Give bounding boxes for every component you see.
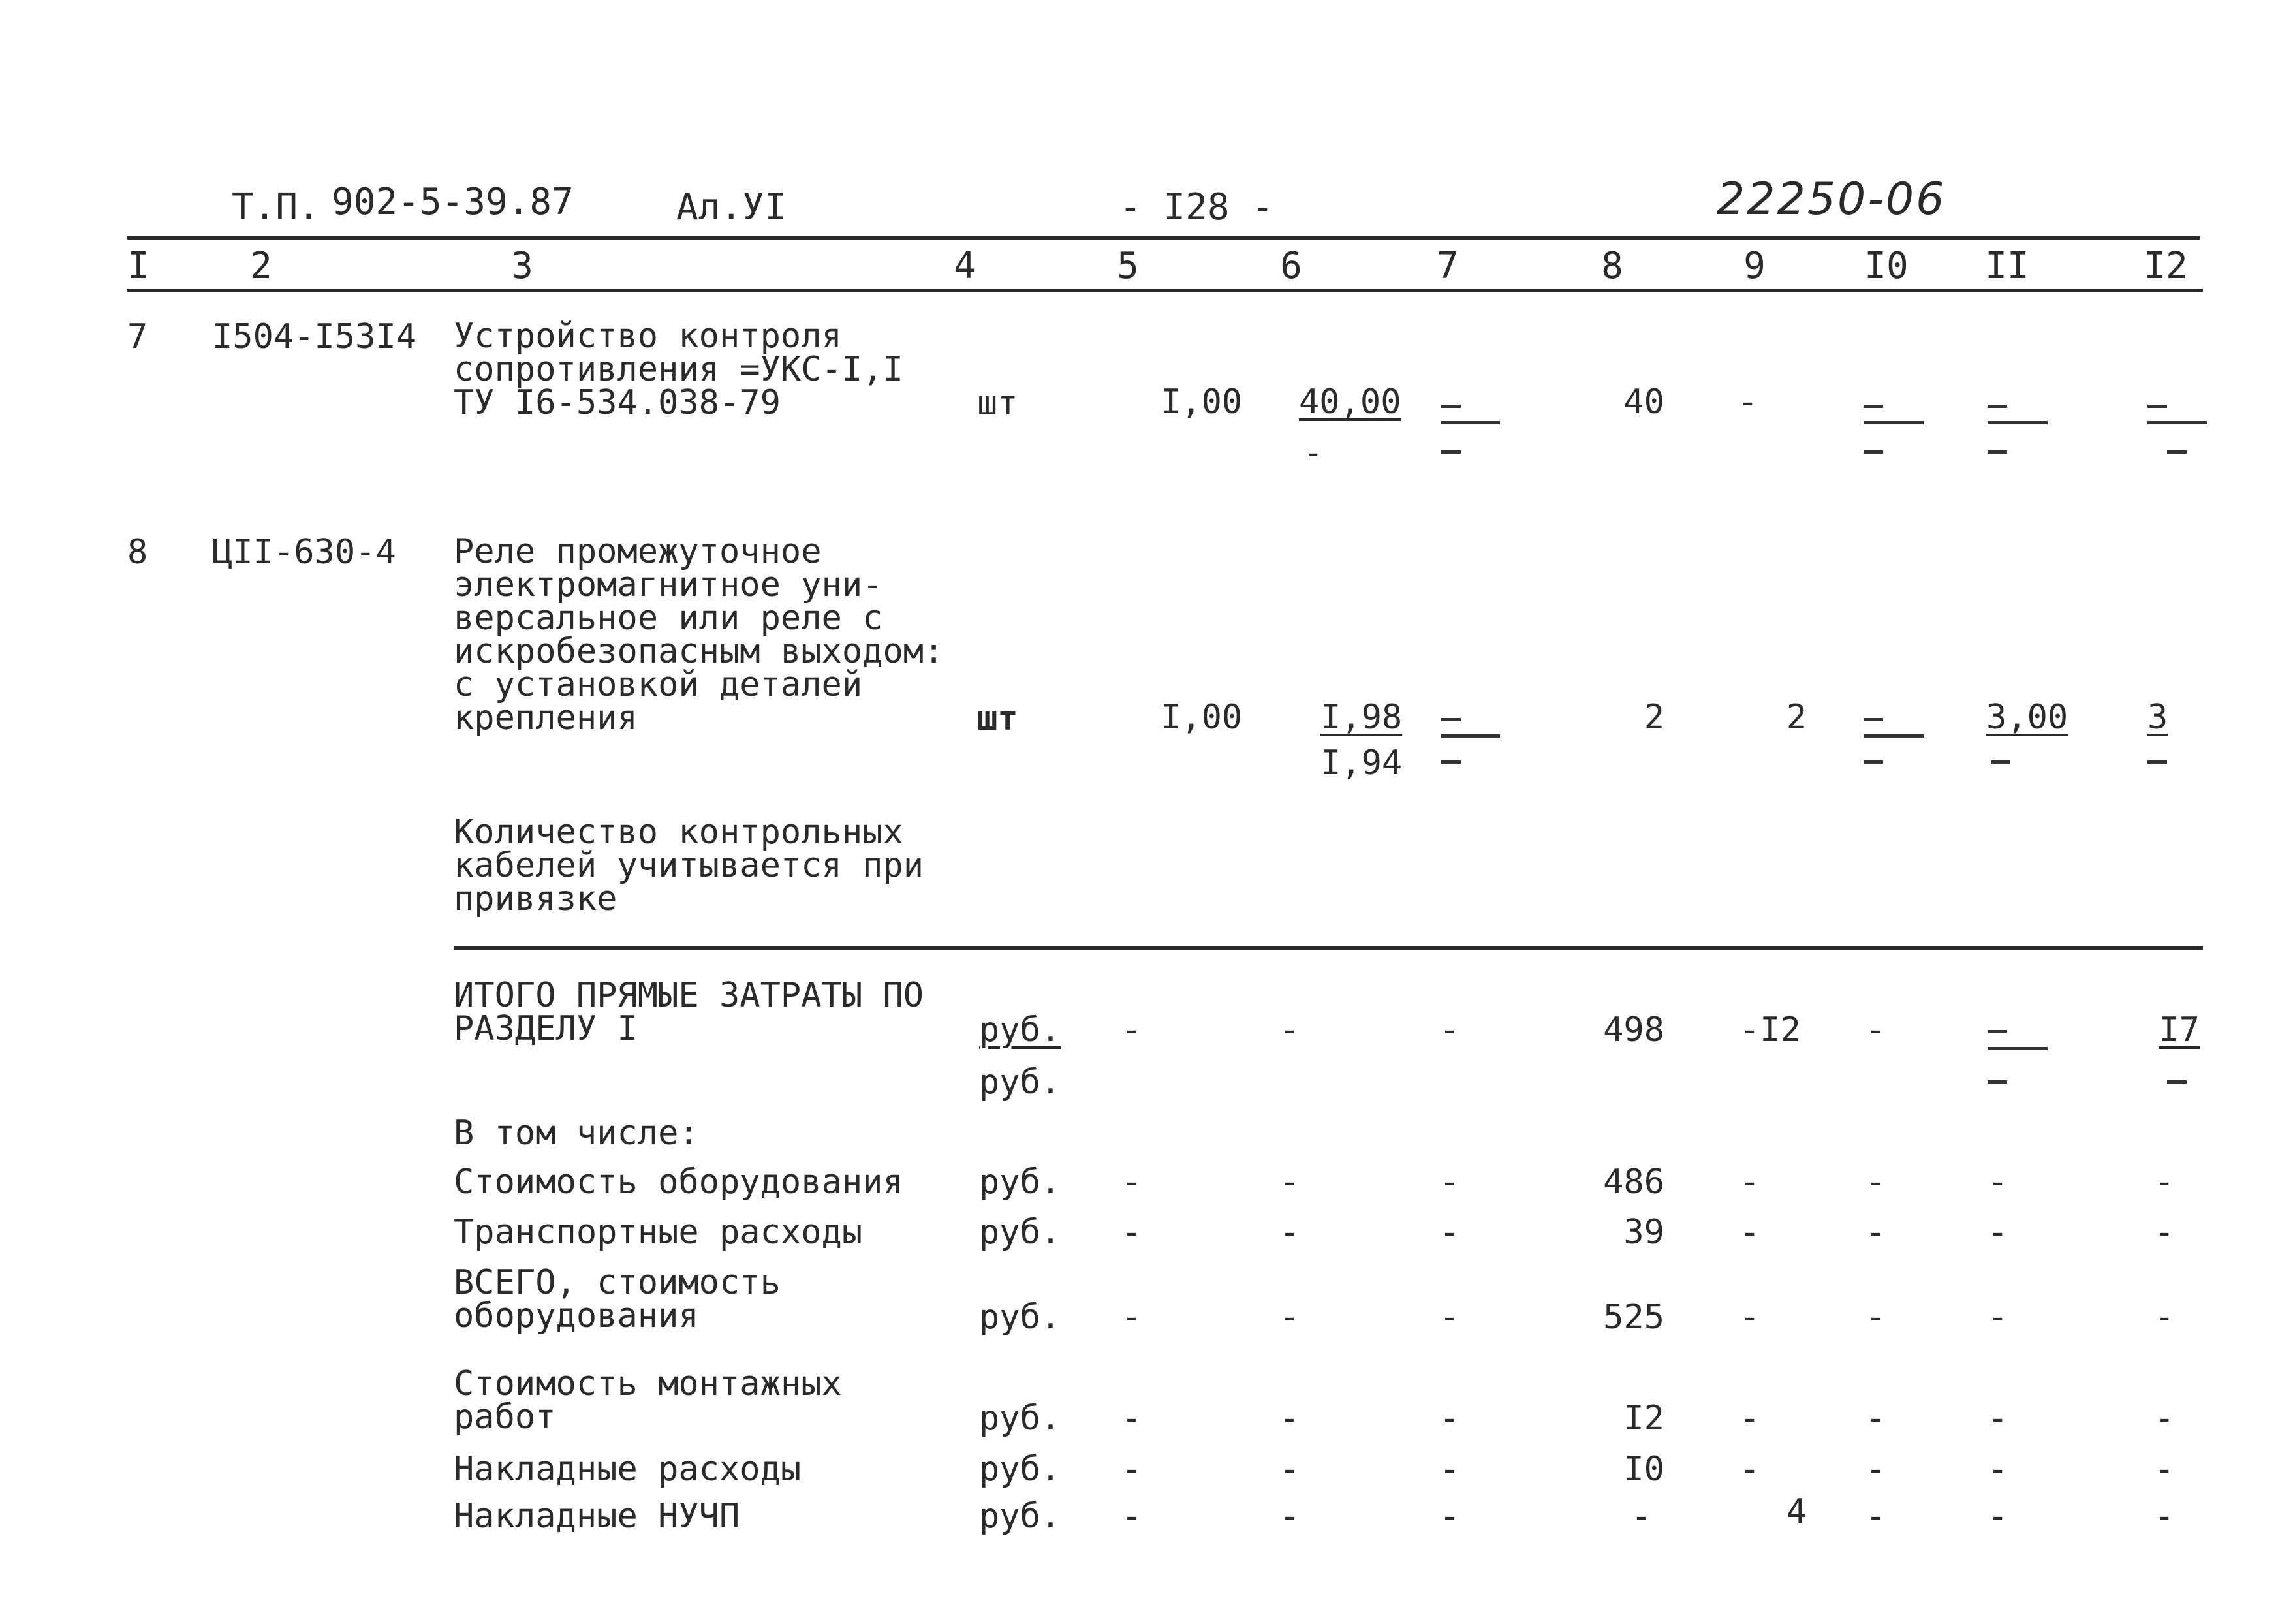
item-col7: - [1439, 1298, 1460, 1337]
item-col6: - [1279, 1298, 1300, 1337]
item-col9: - [1739, 1399, 1760, 1438]
tp-number: 902-5-39.87 [332, 181, 574, 223]
totals-col9: -I2 [1739, 1010, 1801, 1050]
row-col11: 3,00 [1986, 698, 2068, 737]
dash [1988, 1030, 2007, 1033]
including-label: В том числе: [454, 1114, 699, 1153]
item-col8: - [1630, 1497, 1651, 1536]
item-col8: 525 [1603, 1298, 1664, 1337]
item-label: Стоимость монтажных работ [454, 1364, 842, 1437]
row-unit: шт [977, 384, 1018, 423]
dash [1441, 405, 1461, 408]
totals-col8: 498 [1603, 1010, 1664, 1050]
dash [2167, 1080, 2187, 1084]
dash [2167, 450, 2187, 454]
dash [1988, 1080, 2007, 1084]
row-price-top: 40,00 [1299, 383, 1401, 422]
dash [1441, 760, 1461, 764]
dash [1988, 405, 2007, 408]
tp-label: Т.П. [232, 186, 320, 228]
totals-rule [454, 946, 2203, 950]
item-col8: I2 [1623, 1399, 1664, 1438]
row-quantity: I,00 [1161, 383, 1243, 422]
column-number: 8 [1601, 245, 1623, 287]
item-col9: - [1739, 1213, 1760, 1252]
column-number: II [1985, 245, 2029, 287]
dash [1441, 450, 1461, 454]
item-col10: - [1865, 1213, 1886, 1252]
row-col8: 40 [1623, 383, 1664, 422]
item-label: Накладные НУЧП [454, 1497, 740, 1536]
dash [1864, 760, 1883, 764]
item-col6: - [1279, 1213, 1300, 1252]
dash [1864, 450, 1883, 454]
dash [1864, 421, 1924, 424]
item-col5: - [1121, 1497, 1142, 1536]
note-text: Количество контрольных кабелей учитывается при привязке [454, 813, 924, 918]
item-col5: - [1121, 1450, 1142, 1489]
item-col5: - [1121, 1213, 1142, 1252]
document-number: 22250-06 [1717, 174, 1946, 225]
item-label: Стоимость оборудования [454, 1163, 903, 1202]
row-quantity: I,00 [1161, 698, 1243, 737]
item-col7: - [1439, 1450, 1460, 1489]
totals-col7: - [1439, 1010, 1460, 1050]
item-col11: - [1988, 1213, 2008, 1252]
dash [1864, 718, 1883, 721]
item-col7: - [1439, 1497, 1460, 1536]
row-col12: 3 [2147, 698, 2168, 737]
totals-col6: - [1279, 1010, 1300, 1050]
column-number: 9 [1743, 245, 1766, 287]
row-col9: 2 [1786, 698, 1807, 737]
item-col12: - [2154, 1450, 2175, 1489]
row-description: Устройство контроля сопротивления =УКС-I,I ТУ I6-534.038-79 [454, 317, 903, 422]
totals-title: ИТОГО ПРЯМЫЕ ЗАТРАТЫ ПО РАЗДЕЛУ I [454, 976, 924, 1048]
item-col8: 486 [1603, 1163, 1664, 1202]
item-col10: - [1865, 1399, 1886, 1438]
dash [1864, 734, 1924, 738]
dash [1441, 421, 1500, 424]
item-col9: - [1739, 1163, 1760, 1202]
item-col9: - [1739, 1298, 1760, 1337]
row-code: ЦII-630-4 [212, 533, 396, 572]
column-number: 4 [954, 245, 976, 287]
item-col12: - [2154, 1497, 2175, 1536]
item-col6: - [1279, 1450, 1300, 1489]
item-col6: - [1279, 1163, 1300, 1202]
header-top-rule [127, 236, 2200, 240]
totals-col10: - [1865, 1010, 1886, 1050]
item-col10: - [1865, 1450, 1886, 1489]
item-col10: - [1865, 1497, 1886, 1536]
page-number: - I28 - [1119, 186, 1274, 228]
item-col8: 39 [1623, 1213, 1664, 1252]
dash [2147, 421, 2207, 424]
column-number: 5 [1117, 245, 1139, 287]
item-col12: - [2154, 1399, 2175, 1438]
row-description: Реле промежуточное электромагнитное уни- версальное или реле с искробезопасным выходом: с установкой деталей крепления [454, 532, 944, 738]
dash [1988, 1047, 2048, 1050]
dash [2147, 405, 2167, 408]
item-unit: руб. [979, 1298, 1061, 1337]
item-label: Транспортные расходы [454, 1213, 863, 1252]
row-code: I504-I53I4 [212, 317, 417, 356]
column-number: I0 [1864, 245, 1909, 287]
row-price-bottom: - [1303, 433, 1324, 473]
dash [1441, 718, 1461, 721]
dash [2147, 760, 2167, 764]
item-col6: - [1279, 1497, 1300, 1536]
column-number: 7 [1437, 245, 1459, 287]
totals-col12: I7 [2159, 1010, 2200, 1050]
column-number: I2 [2144, 245, 2188, 287]
item-col11: - [1988, 1163, 2008, 1202]
totals-unit: руб. [979, 1010, 1061, 1050]
item-col11: - [1988, 1450, 2008, 1489]
column-number: 3 [511, 245, 533, 287]
dash [1864, 405, 1883, 408]
item-label: Накладные расходы [454, 1450, 802, 1489]
item-col11: - [1988, 1497, 2008, 1536]
item-unit: руб. [979, 1497, 1061, 1536]
dash [1991, 760, 2010, 764]
row-col9: - [1738, 383, 1758, 422]
item-col7: - [1439, 1213, 1460, 1252]
item-label: ВСЕГО, стоимость оборудования [454, 1263, 781, 1335]
dash [1441, 734, 1500, 738]
item-unit: руб. [979, 1213, 1061, 1252]
item-col6: - [1279, 1399, 1300, 1438]
item-col12: - [2154, 1298, 2175, 1337]
totals-col5: - [1121, 1010, 1142, 1050]
item-col5: - [1121, 1163, 1142, 1202]
totals-unit-2: руб. [979, 1063, 1061, 1102]
row-price-top: I,98 [1320, 698, 1403, 737]
dash [1988, 421, 2048, 424]
item-unit: руб. [979, 1399, 1061, 1438]
row-number: 8 [127, 533, 148, 572]
item-col8: I0 [1623, 1450, 1664, 1489]
item-col9: - [1739, 1450, 1760, 1489]
album-label: Ал.УI [676, 186, 787, 228]
row-price-bottom: I,94 [1320, 743, 1403, 783]
item-unit: руб. [979, 1163, 1061, 1202]
item-col7: - [1439, 1399, 1460, 1438]
column-number: 6 [1280, 245, 1302, 287]
dash [1988, 450, 2007, 454]
item-col9: 4 [1786, 1492, 1807, 1531]
item-col10: - [1865, 1298, 1886, 1337]
item-col7: - [1439, 1163, 1460, 1202]
item-col5: - [1121, 1298, 1142, 1337]
item-unit: руб. [979, 1450, 1061, 1489]
item-col11: - [1988, 1298, 2008, 1337]
column-number: 2 [250, 245, 272, 287]
item-col10: - [1865, 1163, 1886, 1202]
header-bottom-rule [127, 289, 2203, 292]
item-col12: - [2154, 1213, 2175, 1252]
row-number: 7 [127, 317, 148, 356]
item-col5: - [1121, 1399, 1142, 1438]
row-col8: 2 [1644, 698, 1664, 737]
item-col11: - [1988, 1399, 2008, 1438]
column-number: I [127, 245, 149, 287]
row-unit: шт [977, 699, 1018, 738]
item-col12: - [2154, 1163, 2175, 1202]
